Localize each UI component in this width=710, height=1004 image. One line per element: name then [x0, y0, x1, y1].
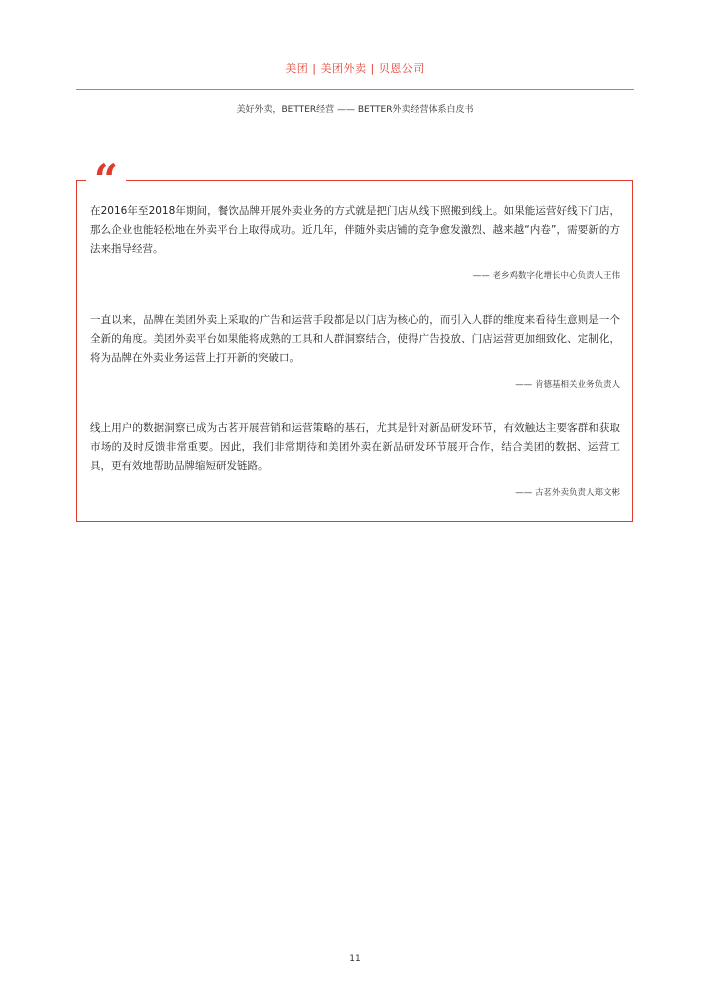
- quote-mark-icon: “: [86, 158, 126, 198]
- quote-2-text: 一直以来，品牌在美团外卖上采取的广告和运营手段都是以门店为核心的，而引入人群的维度来看待生意则是一个全新的角度。美团外卖平台如果能将成熟的工具和人群洞察结合，使得广告投放、门店运营更加细致化、定制化，将为品牌在外卖业务运营上打开新的突破口。: [90, 314, 620, 364]
- quote-1: [90, 202, 620, 281]
- page-number: 11: [349, 954, 361, 964]
- header-divider: [76, 89, 634, 90]
- quote-2: [90, 311, 620, 390]
- quote-1-text: 在2016年至2018年期间，餐饮品牌开展外卖业务的方式就是把门店从线下照搬到线上。如果能运营好线下门店，那么企业也能轻松地在外卖平台上取得成功。近几年，伴随外卖店铺的竞争愈发激烈、越来越“内卷”，需要新的方法来指导经营。: [90, 205, 620, 255]
- quote-2-attribution: —— 肯德基相关业务负责人: [515, 380, 620, 390]
- quote-3-text: 线上用户的数据洞察已成为古茗开展营销和运营策略的基石，尤其是针对新品研发环节，有效触达主要客群和获取市场的及时反馈非常重要。因此，我们非常期待和美团外卖在新品研发环节展开合作，结合美团的数据、运营工具，更有效地帮助品牌缩短研发链路。: [90, 422, 620, 472]
- quote-3: [90, 419, 620, 498]
- quote-3-attribution: —— 古茗外卖负责人郑文彬: [515, 488, 620, 498]
- quote-1-attribution: —— 老乡鸡数字化增长中心负责人王伟: [472, 271, 620, 281]
- header-brand: 美团 | 美团外卖 | 贝恩公司: [285, 62, 425, 75]
- document-subtitle: 美好外卖，BETTER经营 —— BETTER外卖经营体系白皮书: [236, 105, 474, 115]
